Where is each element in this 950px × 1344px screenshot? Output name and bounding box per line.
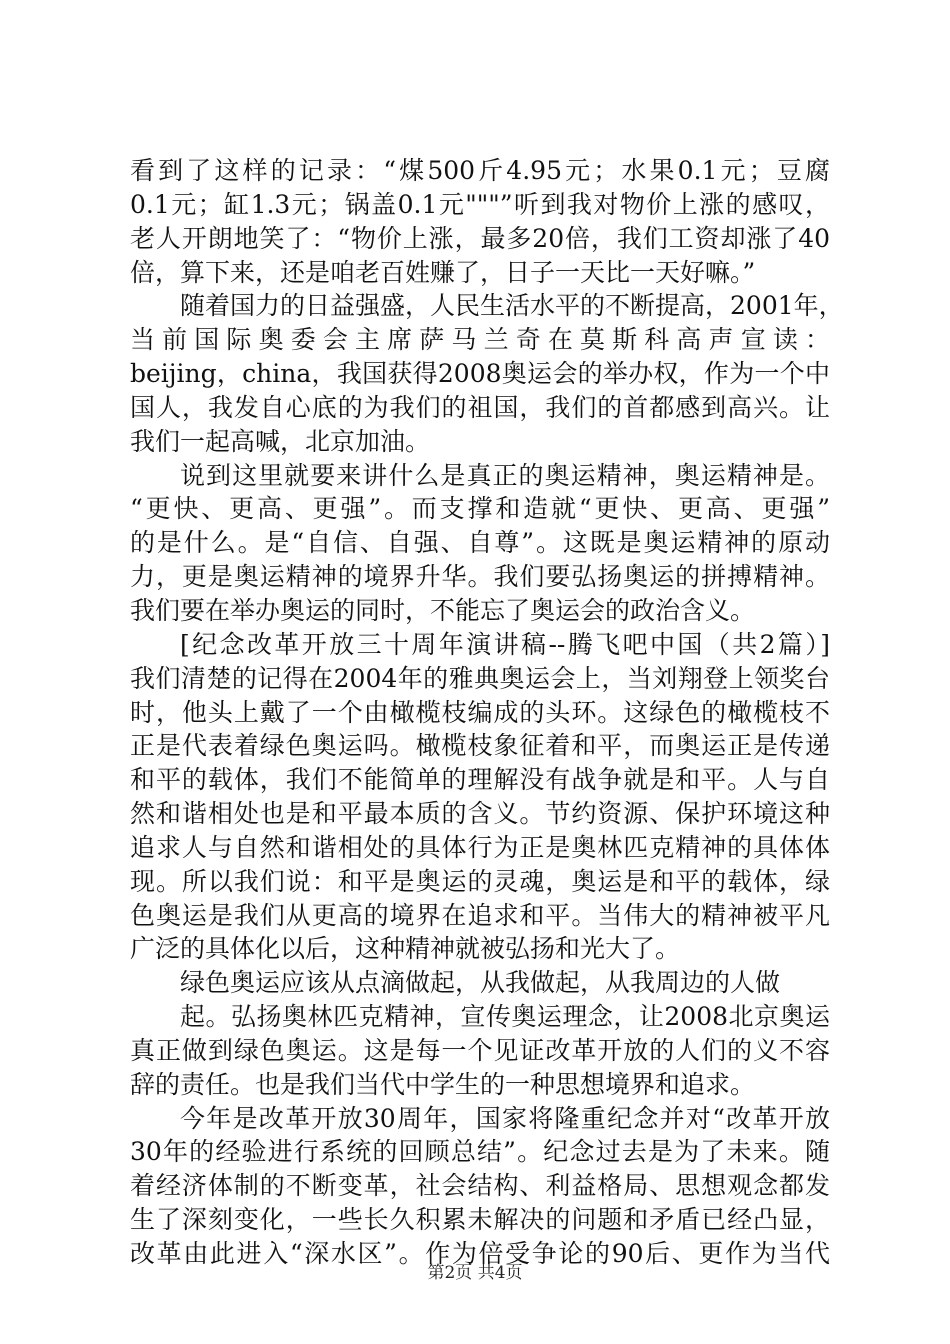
text-line: 国人，我发自心底的为我们的祖国，我们的首都感到高兴。让 — [130, 392, 830, 422]
text-line: 随着国力的日益强盛，人民生活水平的不断提高，2001年， — [180, 291, 844, 321]
text-line: 倍，算下来，还是咱老百姓赚了，日子一天比一天好嘛。” — [130, 257, 756, 287]
text-line: 我们一起高喊，北京加油。 — [130, 426, 431, 456]
text-line: beijing，china，我国获得2008奥运会的举办权，作为一个中 — [130, 359, 830, 389]
text-line: 和平的载体，我们不能简单的理解没有战争就是和平。人与自 — [130, 765, 830, 795]
text-line: 我们清楚的记得在2004年的雅典奥运会上，当刘翔登上领奖台 — [130, 663, 830, 693]
text-line: 辞的责任。也是我们当代中学生的一种思想境界和追求。 — [130, 1069, 756, 1099]
text-line: 现。所以我们说：和平是奥运的灵魂，奥运是和平的载体，绿 — [130, 866, 830, 896]
text-line: 今年是改革开放30周年，国家将隆重纪念并对“改革开放 — [180, 1103, 830, 1133]
document-body — [130, 154, 844, 1271]
text-line: 绿色奥运应该从点滴做起，从我做起，从我周边的人做 — [180, 968, 781, 998]
text-line: 30年的经验进行系统的回顾总结”。纪念过去是为了未来。随 — [130, 1137, 830, 1167]
text-line: 正是代表着绿色奥运吗。橄榄枝象征着和平，而奥运正是传递 — [130, 731, 830, 761]
text-line: 广泛的具体化以后，这种精神就被弘扬和光大了。 — [130, 934, 681, 964]
text-line: 0.1元；缸1.3元；锅盖0.1元"""”听到我对物价上涨的感叹， — [130, 189, 830, 219]
text-line: 力，更是奥运精神的境界升华。我们要弘扬奥运的拼搏精神。 — [130, 562, 830, 592]
text-line: 当前国际奥委会主席萨马兰奇在莫斯科高声宣读： — [130, 325, 830, 355]
text-line: 我们要在举办奥运的同时，不能忘了奥运会的政治含义。 — [130, 595, 756, 625]
text-line: 时，他头上戴了一个由橄榄枝编成的头环。这绿色的橄榄枝不 — [130, 697, 830, 727]
text-line: [纪念改革开放三十周年演讲稿--腾飞吧中国（共2篇）] — [180, 629, 830, 659]
text-line: 着经济体制的不断变革，社会结构、利益格局、思想观念都发 — [130, 1171, 830, 1201]
text-line: 真正做到绿色奥运。这是每一个见证改革开放的人们的义不容 — [130, 1035, 830, 1065]
text-line: 改革由此进入“深水区”。作为倍受争论的90后、更作为当代 — [130, 1239, 830, 1268]
text-line: 说到这里就要来讲什么是真正的奥运精神，奥运精神是。 — [180, 460, 830, 490]
text-line: 生了深刻变化，一些长久积累未解决的问题和矛盾已经凸显， — [130, 1205, 830, 1235]
text-line: 起。弘扬奥林匹克精神，宣传奥运理念，让2008北京奥运 — [180, 1002, 830, 1032]
page-number-footer: 第2页 共4页 — [427, 1263, 523, 1283]
text-line: 追求人与自然和谐相处的具体行为正是奥林匹克精神的具体体 — [130, 832, 830, 862]
text-line: 的是什么。是“自信、自强、自尊”。这既是奥运精神的原动 — [130, 528, 830, 558]
text-line: 老人开朗地笑了：“物价上涨，最多20倍，我们工资却涨了40 — [130, 223, 830, 253]
text-line: 看到了这样的记录：“煤500斤4.95元；水果0.1元；豆腐 — [130, 156, 830, 185]
text-line: 色奥运是我们从更高的境界在追求和平。当伟大的精神被平凡 — [130, 900, 830, 930]
text-line: “更快、更高、更强”。而支撑和造就“更快、更高、更强” — [130, 494, 830, 524]
text-line: 然和谐相处也是和平最本质的含义。节约资源、保护环境这种 — [130, 799, 830, 829]
